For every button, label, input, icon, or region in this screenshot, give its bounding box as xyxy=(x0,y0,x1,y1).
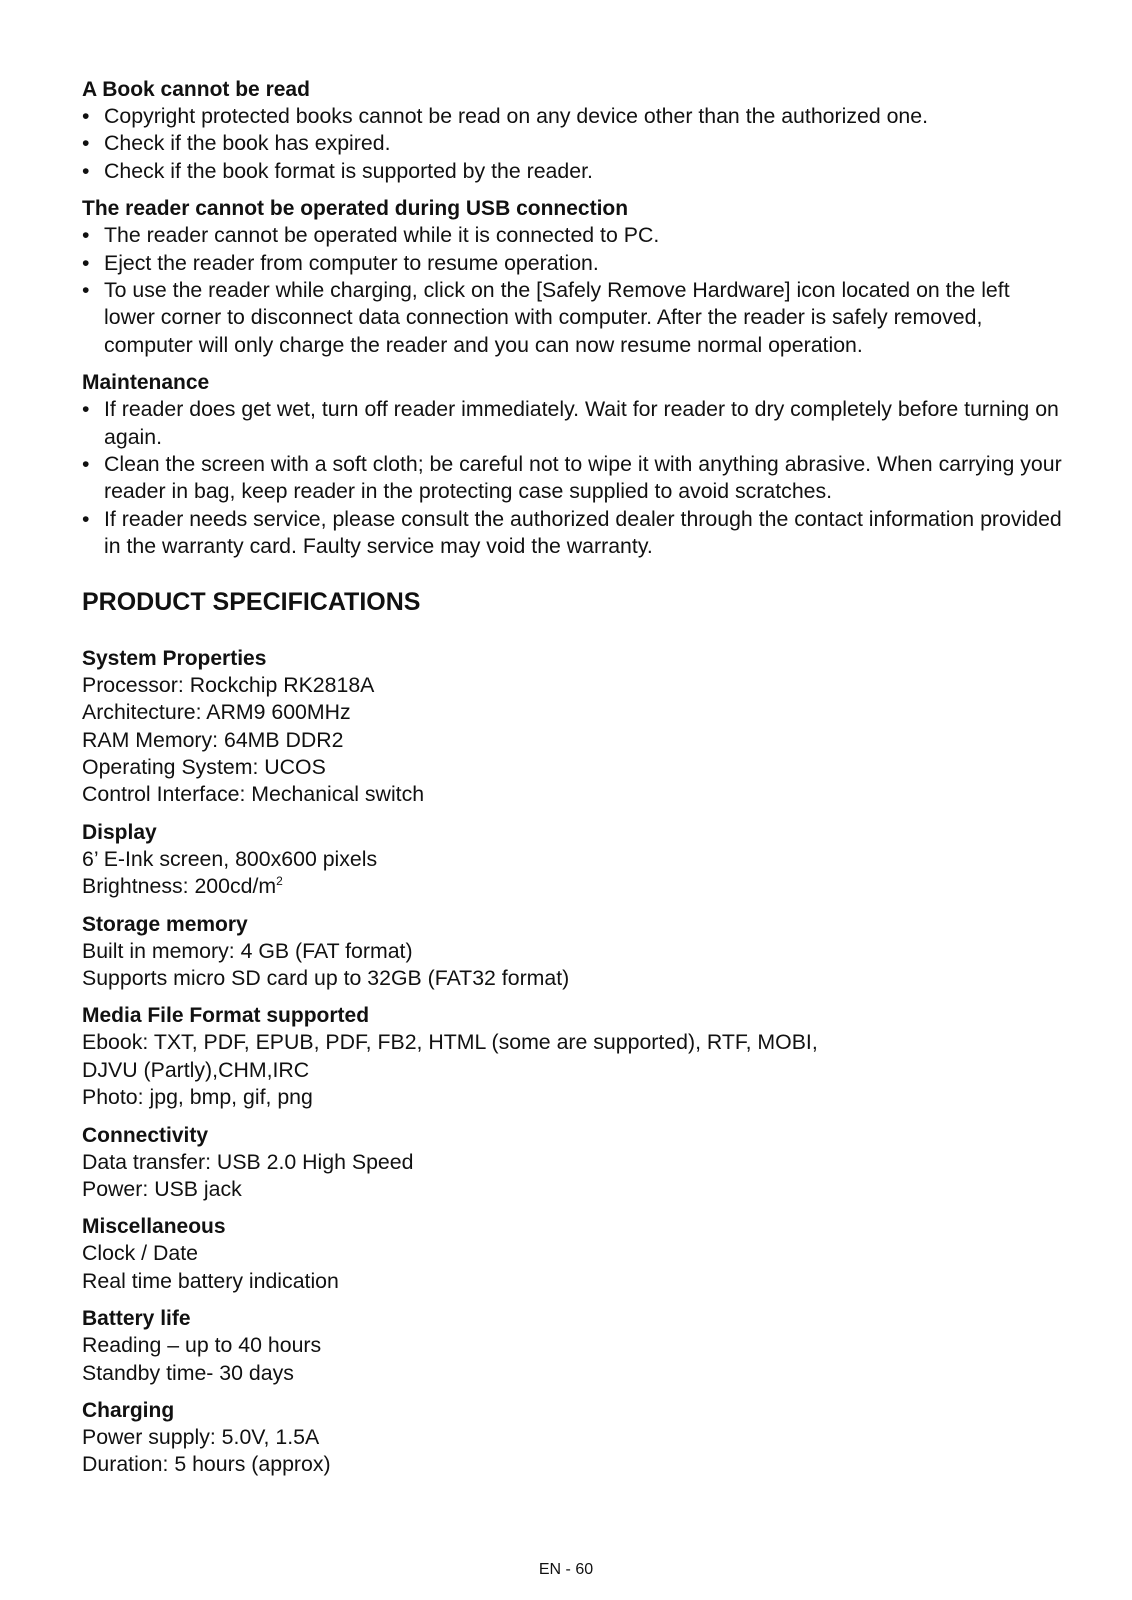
spec-display xyxy=(82,819,1062,901)
spec-line: DJVU (Partly),CHM,IRC xyxy=(82,1057,310,1082)
spec-line: Real time battery indication xyxy=(82,1268,339,1293)
spec-heading: Charging xyxy=(82,1399,175,1422)
spec-heading: Storage memory xyxy=(82,912,248,936)
spec-heading: Miscellaneous xyxy=(82,1215,226,1239)
bullet-list xyxy=(82,396,1062,560)
bullet-list xyxy=(82,103,1062,185)
spec-line: Ebook: TXT, PDF, EPUB, PDF, FB2, HTML (some are supported), RTF, MOBI, xyxy=(82,1030,818,1055)
brightness-superscript: 2 xyxy=(276,874,283,889)
spec-line: Control Interface: Mechanical switch xyxy=(82,782,425,807)
bullet-item: • Clean the screen with a soft cloth; be careful not to wipe it with anything abrasive. When carrying your reader in bag, keep reader in the protecting case supplied to avoid scratches. xyxy=(82,451,1062,506)
bullet-item: • To use the reader while charging, click on the [Safely Remove Hardware] icon located on the left lower corner to disconnect data connection with computer. After the reader is safely removed, computer will only charge the reader and you can now resume normal operation. xyxy=(82,277,1062,359)
spec-line: Standby time- 30 days xyxy=(82,1360,294,1385)
spec-heading: System Properties xyxy=(82,646,267,670)
bullet-item: • Check if the book format is supported by the reader. xyxy=(82,158,1062,185)
spec-system-properties xyxy=(82,645,1062,809)
spec-heading: Battery life xyxy=(82,1307,191,1331)
document-page xyxy=(82,76,1062,1489)
bullet-list xyxy=(82,222,1062,359)
spec-heading: Connectivity xyxy=(82,1123,209,1147)
page-number: EN - 60 xyxy=(538,1561,594,1578)
spec-line: Power supply: 5.0V, 1.5A xyxy=(82,1425,320,1449)
spec-line: 6’ E-Ink screen, 800x600 pixels xyxy=(82,846,378,871)
spec-line: Duration: 5 hours (approx) xyxy=(82,1452,331,1477)
spec-line: Built in memory: 4 GB (FAT format) xyxy=(82,938,413,963)
bullet-item: • If reader does get wet, turn off reader immediately. Wait for reader to dry completely before turning on again. xyxy=(82,396,1062,451)
spec-media-formats xyxy=(82,1002,1062,1111)
spec-line: Operating System: UCOS xyxy=(82,754,326,779)
section-maintenance xyxy=(82,369,1062,560)
spec-line: Architecture: ARM9 600MHz xyxy=(82,700,351,725)
bullet-item: • Check if the book has expired. xyxy=(82,130,1062,157)
bullet-item: • The reader cannot be operated while it is connected to PC. xyxy=(82,222,1062,249)
bullet-item: • Eject the reader from computer to resume operation. xyxy=(82,250,1062,277)
spec-line: Supports micro SD card up to 32GB (FAT32 format) xyxy=(82,965,570,990)
spec-heading: Media File Format supported xyxy=(82,1004,370,1028)
spec-line: Photo: jpg, bmp, gif, png xyxy=(82,1085,313,1110)
spec-connectivity xyxy=(82,1122,1062,1204)
brightness-text: Brightness: 200cd/m xyxy=(82,874,277,899)
spec-battery-life xyxy=(82,1305,1062,1387)
spec-line: Data transfer: USB 2.0 High Speed xyxy=(82,1149,414,1174)
spec-line: RAM Memory: 64MB DDR2 xyxy=(82,727,344,752)
section-usb-connection xyxy=(82,195,1062,359)
spec-storage-memory xyxy=(82,911,1062,993)
spec-line: Processor: Rockchip RK2818A xyxy=(82,672,375,697)
spec-line: Clock / Date xyxy=(82,1241,198,1266)
spec-charging xyxy=(82,1397,1062,1479)
bullet-item: • If reader needs service, please consult the authorized dealer through the contact information provided in the warranty card. Faulty service may void the warranty. xyxy=(82,506,1062,561)
section-book-cannot-be-read xyxy=(82,76,1062,185)
section-heading: Maintenance xyxy=(82,371,210,395)
spec-heading: Display xyxy=(82,820,157,844)
section-heading: The reader cannot be operated during USB connection xyxy=(82,197,629,221)
spec-line: Reading – up to 40 hours xyxy=(82,1333,322,1358)
section-heading: A Book cannot be read xyxy=(82,78,310,101)
spec-miscellaneous xyxy=(82,1213,1062,1295)
bullet-item: • Copyright protected books cannot be read on any device other than the authorized one. xyxy=(82,103,1062,130)
specifications-title: PRODUCT SPECIFICATIONS xyxy=(82,587,421,616)
spec-line: Power: USB jack xyxy=(82,1176,242,1201)
spec-line-brightness xyxy=(82,873,1062,900)
